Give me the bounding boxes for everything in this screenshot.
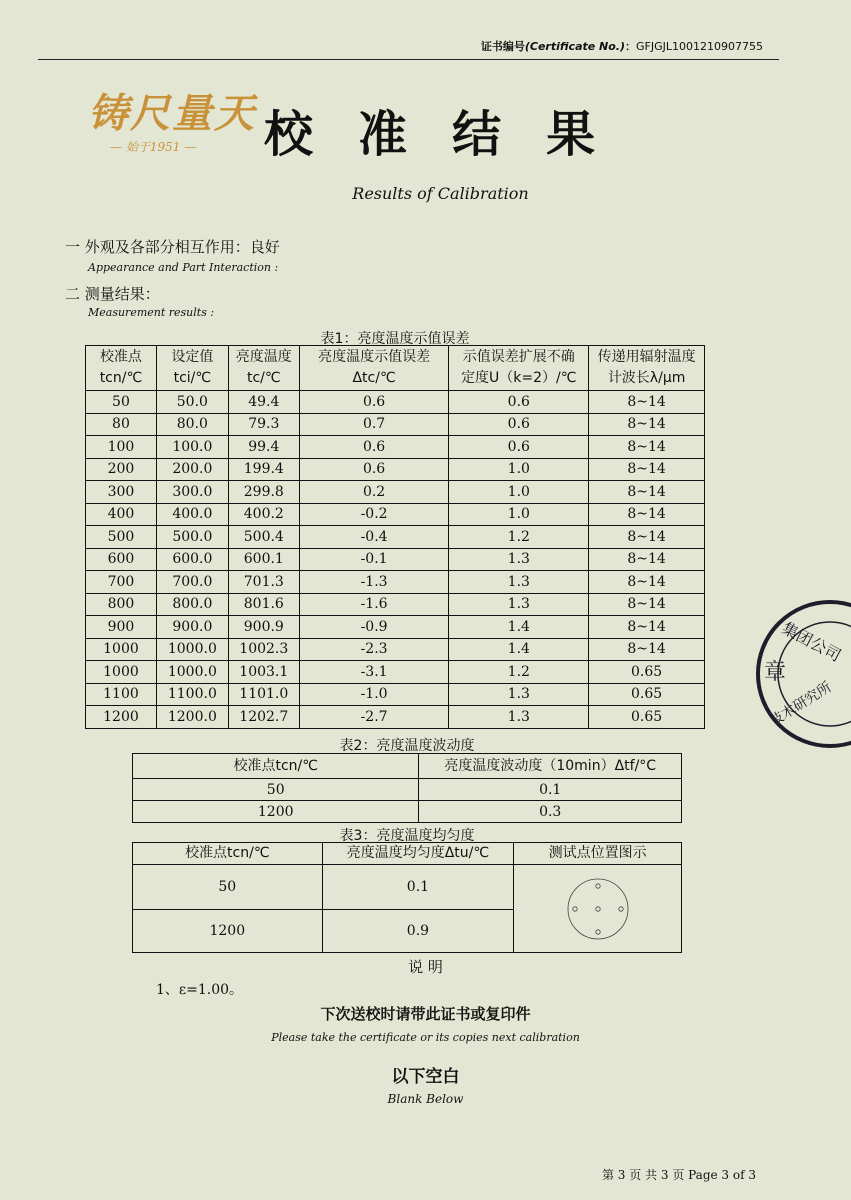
table1-header-line1: 设定值 bbox=[171, 349, 214, 365]
table2-header: 亮度温度波动度（10min）Δtf/°C bbox=[419, 754, 682, 779]
table1-header bbox=[299, 346, 449, 391]
table1-cell: 1.4 bbox=[449, 638, 589, 661]
table1-cell: 299.8 bbox=[228, 481, 299, 504]
table1-cell: 1.0 bbox=[449, 503, 589, 526]
table1-cell: -2.7 bbox=[299, 706, 449, 729]
table1-cell: 700.0 bbox=[156, 571, 228, 594]
table1-cell: 0.6 bbox=[299, 458, 449, 481]
test-point-diagram bbox=[514, 865, 682, 953]
table1-cell: 1003.1 bbox=[228, 661, 299, 684]
table1-cell: 0.6 bbox=[299, 436, 449, 459]
table1-cell: 1200.0 bbox=[156, 706, 228, 729]
table1-cell: 8~14 bbox=[589, 413, 705, 436]
table3-caption: 表3：亮度温度均匀度 bbox=[339, 828, 475, 844]
table1-cell: 49.4 bbox=[228, 391, 299, 414]
table1-header bbox=[86, 346, 157, 391]
official-seal bbox=[756, 600, 851, 748]
table1-header-line1: 校准点 bbox=[99, 349, 142, 365]
table1-cell: 300 bbox=[86, 481, 157, 504]
table1-cell: 8~14 bbox=[589, 436, 705, 459]
page-footer: 第 3 页 共 3 页 Page 3 of 3 bbox=[601, 1168, 756, 1182]
table1-cell: 50 bbox=[86, 391, 157, 414]
table1-cell: 8~14 bbox=[589, 616, 705, 639]
table3-header-uniformity: 亮度温度均匀度Δtu/℃ bbox=[322, 843, 514, 865]
table1-cell: 8~14 bbox=[589, 481, 705, 504]
table1-cell: 1100 bbox=[86, 683, 157, 706]
table3-header-point: 校准点tcn/℃ bbox=[133, 843, 323, 865]
table1-cell: 1.3 bbox=[449, 593, 589, 616]
table1-cell: 1.3 bbox=[449, 683, 589, 706]
certificate-label-en: (Certificate No.) bbox=[524, 40, 626, 53]
table1-caption: 表1：亮度温度示值误差 bbox=[320, 331, 470, 347]
table1-cell: 1100.0 bbox=[156, 683, 228, 706]
table1-cell: -0.9 bbox=[299, 616, 449, 639]
table1-cell: 1.2 bbox=[449, 661, 589, 684]
table1-header-line1: 示值误差扩展不确 bbox=[462, 349, 575, 365]
table1-cell: -2.3 bbox=[299, 638, 449, 661]
svg-text:技术研究所: 技术研究所 bbox=[766, 679, 835, 730]
certificate-label-cn: 证书编号 bbox=[480, 40, 525, 53]
table1-header-line1: 亮度温度 bbox=[235, 349, 292, 365]
table-row bbox=[86, 706, 705, 729]
table1-cell: 900.0 bbox=[156, 616, 228, 639]
table1-cell: 600.1 bbox=[228, 548, 299, 571]
table1-cell: 8~14 bbox=[589, 571, 705, 594]
table1-cell: 500.4 bbox=[228, 526, 299, 549]
table1-cell: 100 bbox=[86, 436, 157, 459]
table1-cell: 8~14 bbox=[589, 458, 705, 481]
svg-text:章: 章 bbox=[764, 660, 787, 685]
table1-cell: 0.65 bbox=[589, 683, 705, 706]
table1-header-line2: tcn/℃ bbox=[99, 370, 143, 386]
table1-cell: 1.0 bbox=[449, 458, 589, 481]
table1-cell: 800 bbox=[86, 593, 157, 616]
table1-cell: 1002.3 bbox=[228, 638, 299, 661]
closing-text-en: Please take the certificate or its copies next calibration bbox=[271, 1031, 580, 1044]
table1-cell: 200 bbox=[86, 458, 157, 481]
section-measurement-en: Measurement results : bbox=[88, 306, 215, 319]
brand-logo bbox=[88, 92, 258, 162]
table2-header: 校准点tcn/℃ bbox=[133, 754, 419, 779]
table1-cell: 1.4 bbox=[449, 616, 589, 639]
table-row bbox=[86, 661, 705, 684]
table3-cell: 0.9 bbox=[322, 910, 514, 953]
table1-cell: 600 bbox=[86, 548, 157, 571]
table1-cell: 500 bbox=[86, 526, 157, 549]
table1-cell: 0.6 bbox=[449, 413, 589, 436]
table1-cell: 8~14 bbox=[589, 526, 705, 549]
table3-header-diagram: 测试点位置图示 bbox=[514, 843, 682, 865]
table1-cell: -1.3 bbox=[299, 571, 449, 594]
table-row bbox=[86, 481, 705, 504]
table1-cell: 8~14 bbox=[589, 391, 705, 414]
table1-cell: 0.6 bbox=[299, 391, 449, 414]
table1-cell: 400.0 bbox=[156, 503, 228, 526]
table-row bbox=[86, 548, 705, 571]
table-row bbox=[133, 779, 682, 801]
table1-cell: 79.3 bbox=[228, 413, 299, 436]
table1-cell: 400.2 bbox=[228, 503, 299, 526]
table-uniformity bbox=[132, 842, 682, 953]
table1-cell: 1000 bbox=[86, 638, 157, 661]
table-row bbox=[86, 458, 705, 481]
table1-cell: 1.3 bbox=[449, 548, 589, 571]
table1-cell: 900.9 bbox=[228, 616, 299, 639]
table1-cell: 199.4 bbox=[228, 458, 299, 481]
table-indication-error bbox=[85, 345, 705, 729]
table1-cell: 500.0 bbox=[156, 526, 228, 549]
table1-cell: 1.0 bbox=[449, 481, 589, 504]
table1-cell: 200.0 bbox=[156, 458, 228, 481]
table1-cell: 1.3 bbox=[449, 571, 589, 594]
table1-header-line2: 计波长λ/μm bbox=[607, 370, 686, 386]
table1-cell: 0.6 bbox=[449, 391, 589, 414]
table1-cell: 800.0 bbox=[156, 593, 228, 616]
table1-cell: 1000.0 bbox=[156, 661, 228, 684]
table1-cell: 8~14 bbox=[589, 593, 705, 616]
table2-cell: 50 bbox=[133, 779, 419, 801]
logo-text: 铸尺量天 bbox=[88, 90, 256, 137]
table-row bbox=[86, 526, 705, 549]
table2-cell: 1200 bbox=[133, 801, 419, 823]
table1-cell: 8~14 bbox=[589, 638, 705, 661]
table1-cell: 80.0 bbox=[156, 413, 228, 436]
svg-text:集团公司: 集团公司 bbox=[778, 618, 845, 666]
table1-cell: 1202.7 bbox=[228, 706, 299, 729]
blank-below-en: Blank Below bbox=[387, 1092, 464, 1106]
table1-header bbox=[589, 346, 705, 391]
certificate-value: GFJGJL1001210907755 bbox=[636, 40, 763, 53]
table1-cell: 701.3 bbox=[228, 571, 299, 594]
table-row bbox=[86, 571, 705, 594]
certificate-number bbox=[481, 38, 763, 54]
table1-cell: 8~14 bbox=[589, 503, 705, 526]
table-row bbox=[86, 683, 705, 706]
table1-cell: 900 bbox=[86, 616, 157, 639]
page-subtitle: Results of Calibration bbox=[352, 184, 529, 203]
table1-cell: -0.2 bbox=[299, 503, 449, 526]
section-appearance: 一 外观及各部分相互作用：良好 bbox=[65, 238, 280, 256]
table-row bbox=[86, 436, 705, 459]
table1-cell: 0.65 bbox=[589, 706, 705, 729]
table-row bbox=[86, 391, 705, 414]
table1-cell: 99.4 bbox=[228, 436, 299, 459]
closing-text: 下次送校时请带此证书或复印件 bbox=[320, 1005, 531, 1023]
table1-cell: -1.6 bbox=[299, 593, 449, 616]
table3-cell: 50 bbox=[133, 865, 323, 910]
header-rule bbox=[38, 59, 779, 60]
table1-cell: 1101.0 bbox=[228, 683, 299, 706]
table1-cell: 700 bbox=[86, 571, 157, 594]
table1-cell: 0.65 bbox=[589, 661, 705, 684]
notes-item: 1、ε=1.00。 bbox=[156, 982, 244, 998]
table1-cell: 8~14 bbox=[589, 548, 705, 571]
table3-cell: 1200 bbox=[133, 910, 323, 953]
table1-cell: -0.4 bbox=[299, 526, 449, 549]
table-row bbox=[86, 503, 705, 526]
table1-cell: 0.7 bbox=[299, 413, 449, 436]
table1-header-line2: tc/℃ bbox=[246, 370, 281, 386]
table-row bbox=[133, 801, 682, 823]
table1-header bbox=[449, 346, 589, 391]
test-point-diagram-icon bbox=[565, 876, 631, 942]
table-row bbox=[86, 638, 705, 661]
logo-since: — 始于1951 — bbox=[110, 140, 197, 154]
table1-cell: 1000.0 bbox=[156, 638, 228, 661]
table2-cell: 0.1 bbox=[419, 779, 682, 801]
table1-cell: -0.1 bbox=[299, 548, 449, 571]
table1-header-line2: tci/℃ bbox=[173, 370, 212, 386]
table1-cell: 100.0 bbox=[156, 436, 228, 459]
certificate-colon: ： bbox=[625, 40, 637, 53]
table1-cell: 1000 bbox=[86, 661, 157, 684]
table1-cell: 1200 bbox=[86, 706, 157, 729]
table2-caption: 表2：亮度温度波动度 bbox=[339, 738, 475, 754]
section-appearance-en: Appearance and Part Interaction : bbox=[88, 261, 279, 274]
table1-header-line1: 亮度温度示值误差 bbox=[318, 349, 431, 365]
table1-cell: 400 bbox=[86, 503, 157, 526]
table1-header-line2: 定度U（k=2）/℃ bbox=[461, 370, 577, 386]
table1-header bbox=[228, 346, 299, 391]
table1-header-line2: Δtc/℃ bbox=[352, 370, 396, 386]
table1-header-line1: 传递用辐射温度 bbox=[597, 349, 696, 365]
table-row bbox=[86, 593, 705, 616]
table1-cell: 0.2 bbox=[299, 481, 449, 504]
table1-cell: 50.0 bbox=[156, 391, 228, 414]
table3-cell: 0.1 bbox=[322, 865, 514, 910]
table1-cell: 80 bbox=[86, 413, 157, 436]
table1-cell: 300.0 bbox=[156, 481, 228, 504]
table-row bbox=[86, 413, 705, 436]
page-title: 校 准 结 果 bbox=[264, 106, 610, 163]
table-row bbox=[86, 616, 705, 639]
table1-cell: 1.2 bbox=[449, 526, 589, 549]
notes-title: 说 明 bbox=[408, 958, 443, 976]
table1-cell: 0.6 bbox=[449, 436, 589, 459]
table1-cell: 801.6 bbox=[228, 593, 299, 616]
table1-cell: -3.1 bbox=[299, 661, 449, 684]
table-fluctuation bbox=[132, 753, 682, 823]
section-measurement: 二 测量结果： bbox=[65, 285, 160, 303]
table1-header bbox=[156, 346, 228, 391]
blank-below: 以下空白 bbox=[391, 1067, 460, 1087]
table2-cell: 0.3 bbox=[419, 801, 682, 823]
table1-cell: 1.3 bbox=[449, 706, 589, 729]
seal-graphic bbox=[760, 604, 851, 744]
table1-cell: -1.0 bbox=[299, 683, 449, 706]
table1-cell: 600.0 bbox=[156, 548, 228, 571]
